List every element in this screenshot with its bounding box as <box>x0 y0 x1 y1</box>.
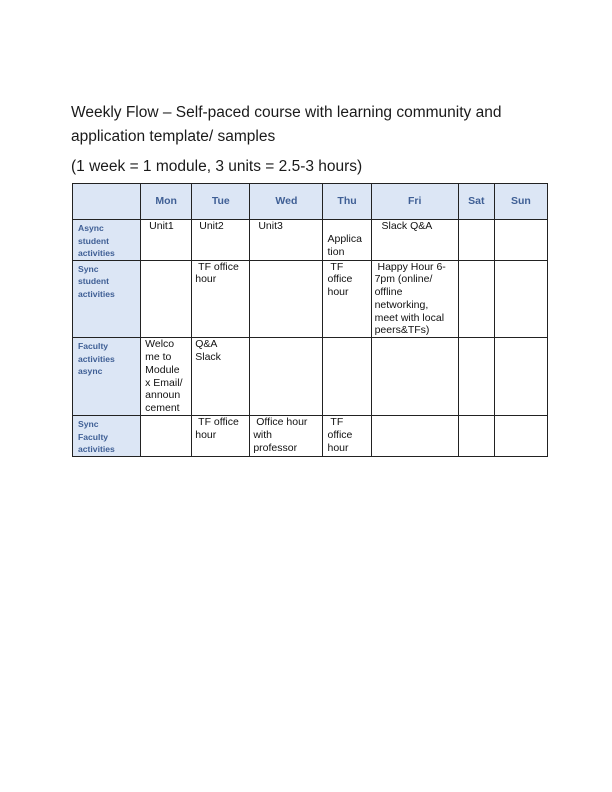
table-row <box>73 416 548 457</box>
table-cell <box>494 220 547 261</box>
table-cell: Unit2 <box>192 220 250 261</box>
table-cell: Unit3 <box>250 220 323 261</box>
header-mon: Mon <box>141 184 192 220</box>
table-cell <box>250 260 323 338</box>
table-cell <box>371 416 458 457</box>
table-cell: Applica tion <box>323 220 371 261</box>
table-row <box>73 338 548 416</box>
header-corner-cell <box>73 184 141 220</box>
header-tue: Tue <box>192 184 250 220</box>
table-cell: Welco me to Module x Email/ announ cement <box>141 338 192 416</box>
table-cell: TF office hour <box>323 416 371 457</box>
header-sun: Sun <box>494 184 547 220</box>
table-cell <box>458 416 494 457</box>
table-cell <box>494 338 547 416</box>
table-cell <box>250 338 323 416</box>
row-label-sync-student: Sync student activities <box>73 260 141 338</box>
table-row <box>73 220 548 261</box>
page-title: Weekly Flow – Self-paced course with learning community and application template/ samples <box>71 104 502 145</box>
row-label-async-student: Async student activities <box>73 220 141 261</box>
table-cell <box>458 220 494 261</box>
table-cell <box>458 260 494 338</box>
table-row <box>73 260 548 338</box>
row-label-faculty-async: Faculty activities async <box>73 338 141 416</box>
header-thu: Thu <box>323 184 371 220</box>
table-cell <box>458 338 494 416</box>
header-wed: Wed <box>250 184 323 220</box>
table-cell: TF office hour <box>192 416 250 457</box>
table-cell: TF office hour <box>192 260 250 338</box>
page-subtitle: (1 week = 1 module, 3 units = 2.5-3 hours) <box>71 158 363 175</box>
table-cell: Q&A Slack <box>192 338 250 416</box>
table-cell <box>141 260 192 338</box>
header-sat: Sat <box>458 184 494 220</box>
table-cell <box>141 416 192 457</box>
table-cell: Slack Q&A <box>371 220 458 261</box>
weekly-schedule-table <box>72 183 548 457</box>
header-fri: Fri <box>371 184 458 220</box>
table-cell: Unit1 <box>141 220 192 261</box>
table-header-row <box>73 184 548 220</box>
table-cell: TF office hour <box>323 260 371 338</box>
table-cell <box>323 338 371 416</box>
table-cell <box>494 260 547 338</box>
table-cell <box>494 416 547 457</box>
table-cell <box>371 338 458 416</box>
table-cell: Happy Hour 6- 7pm (online/ offline networking, meet with local peers&TFs) <box>371 260 458 338</box>
table-cell: Office hour with professor <box>250 416 323 457</box>
row-label-sync-faculty: Sync Faculty activities <box>73 416 141 457</box>
